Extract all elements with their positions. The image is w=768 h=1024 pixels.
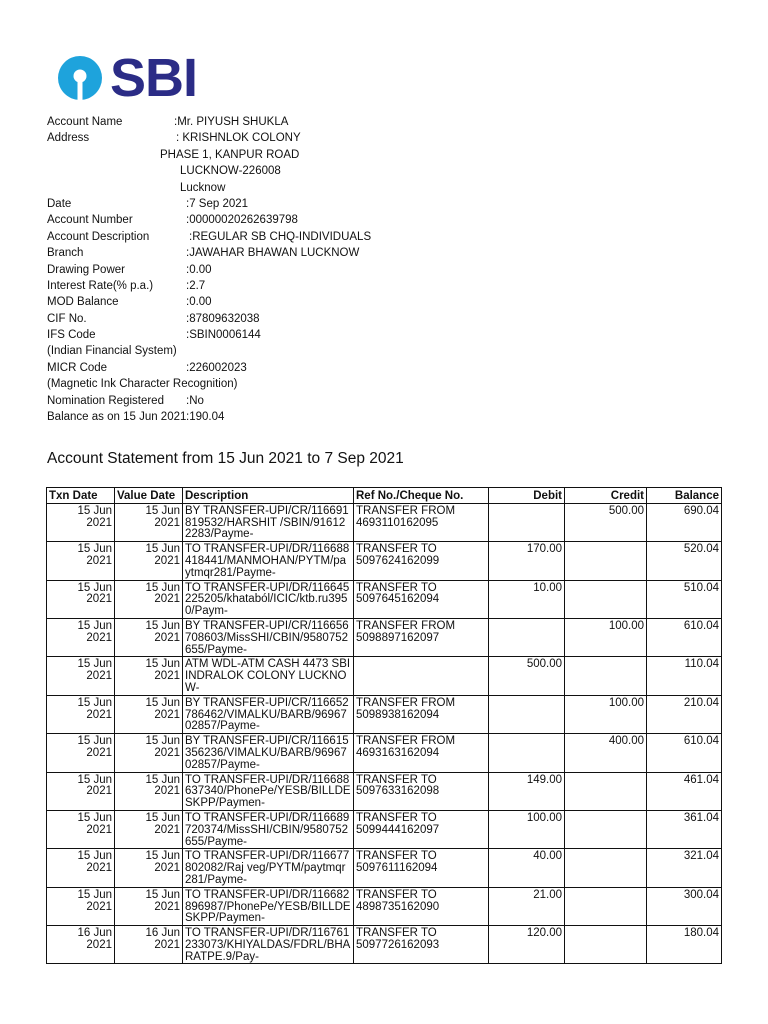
account-info-label: CIF No. xyxy=(47,312,87,325)
cell-value-date: 16 Jun 2021 xyxy=(115,926,183,964)
account-info-value: PHASE 1, KANPUR ROAD xyxy=(160,148,300,161)
cell-balance: 690.04 xyxy=(647,503,722,541)
cell-credit xyxy=(565,657,647,695)
cell-txn-date: 15 Jun 2021 xyxy=(47,772,115,810)
cell-ref-no: TRANSFER TO 5099444162097 xyxy=(354,810,489,848)
cell-ref-no: TRANSFER TO 5097624162099 xyxy=(354,542,489,580)
cell-txn-date: 15 Jun 2021 xyxy=(47,503,115,541)
header-description: Description xyxy=(183,488,354,504)
cell-value-date: 15 Jun 2021 xyxy=(115,887,183,925)
cell-description: TO TRANSFER-UPI/DR/116645225205/khataból/ICIC/ktb.ru3950/Paym- xyxy=(183,580,354,618)
account-info-value: :7 Sep 2021 xyxy=(186,197,249,210)
cell-value-date: 15 Jun 2021 xyxy=(115,849,183,887)
cell-ref-no: TRANSFER TO 5097611162094 xyxy=(354,849,489,887)
table-row xyxy=(47,657,722,695)
cell-credit: 400.00 xyxy=(565,734,647,772)
account-info-label: Address xyxy=(47,132,90,145)
account-info-label: Balance as on 15 Jun 2021 xyxy=(47,411,187,424)
cell-debit: 500.00 xyxy=(489,657,565,695)
account-info-value: :2.7 xyxy=(186,279,206,292)
cell-debit: 10.00 xyxy=(489,580,565,618)
table-row xyxy=(47,926,722,964)
sbi-keyhole-logo-icon xyxy=(56,54,104,102)
account-info-value: :0.00 xyxy=(186,296,212,309)
table-row xyxy=(47,580,722,618)
account-info-value: :00000020262639798 xyxy=(186,214,298,227)
cell-ref-no: TRANSFER TO 5097726162093 xyxy=(354,926,489,964)
account-info-value: LUCKNOW-226008 xyxy=(180,165,281,178)
account-info-value: :SBIN0006144 xyxy=(186,329,261,342)
cell-balance: 180.04 xyxy=(647,926,722,964)
cell-ref-no: TRANSFER TO 5097633162098 xyxy=(354,772,489,810)
account-info-label: Interest Rate(% p.a.) xyxy=(47,279,154,292)
cell-description: TO TRANSFER-UPI/DR/116682896987/PhonePe/YESB/BILLDESKPP/Paymen- xyxy=(183,887,354,925)
cell-txn-date: 15 Jun 2021 xyxy=(47,542,115,580)
cell-ref-no: TRANSFER TO 4898735162090 xyxy=(354,887,489,925)
cell-value-date: 15 Jun 2021 xyxy=(115,810,183,848)
cell-value-date: 15 Jun 2021 xyxy=(115,618,183,656)
account-info-value: :190.04 xyxy=(186,411,225,424)
cell-balance: 610.04 xyxy=(647,734,722,772)
cell-description: TO TRANSFER-UPI/DR/116761233073/KHIYALDAS/FDRL/BHARATPE.9/Pay- xyxy=(183,926,354,964)
cell-description: BY TRANSFER-UPI/CR/116615356236/VIMALKU/BARB/9696702857/Payme- xyxy=(183,734,354,772)
cell-credit xyxy=(565,772,647,810)
header-debit: Debit xyxy=(489,488,565,504)
sbi-logo xyxy=(56,48,198,108)
cell-balance: 210.04 xyxy=(647,695,722,733)
cell-ref-no xyxy=(354,657,489,695)
cell-debit: 21.00 xyxy=(489,887,565,925)
account-info-label: Account Description xyxy=(47,230,150,243)
cell-txn-date: 15 Jun 2021 xyxy=(47,618,115,656)
table-row xyxy=(47,849,722,887)
cell-balance: 520.04 xyxy=(647,542,722,580)
account-info-label: (Indian Financial System) xyxy=(47,345,177,358)
cell-credit xyxy=(565,926,647,964)
account-info-value: :JAWAHAR BHAWAN LUCKNOW xyxy=(186,247,360,260)
account-info-value: :Mr. PIYUSH SHUKLA xyxy=(174,116,289,128)
cell-txn-date: 16 Jun 2021 xyxy=(47,926,115,964)
cell-value-date: 15 Jun 2021 xyxy=(115,542,183,580)
cell-txn-date: 15 Jun 2021 xyxy=(47,849,115,887)
cell-balance: 461.04 xyxy=(647,772,722,810)
cell-credit xyxy=(565,542,647,580)
header-txn-date: Txn Date xyxy=(47,488,115,504)
statement-title: Account Statement from 15 Jun 2021 to 7 Sep 2021 xyxy=(47,450,404,467)
cell-ref-no: TRANSFER FROM 5098938162094 xyxy=(354,695,489,733)
cell-credit: 500.00 xyxy=(565,503,647,541)
cell-description: BY TRANSFER-UPI/CR/116652786462/VIMALKU/BARB/9696702857/Payme- xyxy=(183,695,354,733)
account-info-label: Nomination Registered xyxy=(47,394,164,407)
cell-credit: 100.00 xyxy=(565,695,647,733)
account-info-label: Date xyxy=(47,197,72,210)
table-row xyxy=(47,772,722,810)
cell-debit: 120.00 xyxy=(489,926,565,964)
cell-debit xyxy=(489,503,565,541)
account-info-value: : KRISHNLOK COLONY xyxy=(176,132,301,145)
cell-description: ATM WDL-ATM CASH 4473 SBI INDRALOK COLONY LUCKNOW- xyxy=(183,657,354,695)
cell-value-date: 15 Jun 2021 xyxy=(115,503,183,541)
cell-ref-no: TRANSFER FROM 4693163162094 xyxy=(354,734,489,772)
cell-txn-date: 15 Jun 2021 xyxy=(47,657,115,695)
table-row xyxy=(47,542,722,580)
account-info-label: Account Number xyxy=(47,214,133,227)
cell-description: TO TRANSFER-UPI/DR/116677802082/Raj veg/PYTM/paytmqr281/Payme- xyxy=(183,849,354,887)
cell-value-date: 15 Jun 2021 xyxy=(115,734,183,772)
cell-debit: 149.00 xyxy=(489,772,565,810)
cell-debit xyxy=(489,618,565,656)
account-info-label: MOD Balance xyxy=(47,296,119,309)
cell-credit xyxy=(565,810,647,848)
cell-debit: 170.00 xyxy=(489,542,565,580)
account-info-label: (Magnetic Ink Character Recognition) xyxy=(47,378,238,391)
cell-description: TO TRANSFER-UPI/DR/116688637340/PhonePe/YESB/BILLDESKPP/Paymen- xyxy=(183,772,354,810)
account-info-label: IFS Code xyxy=(47,329,96,342)
cell-value-date: 15 Jun 2021 xyxy=(115,695,183,733)
cell-description: BY TRANSFER-UPI/CR/116691819532/HARSHIT /SBIN/916122283/Payme- xyxy=(183,503,354,541)
account-info-value: :0.00 xyxy=(186,263,212,276)
sbi-logo-text: SBI xyxy=(110,48,198,108)
account-info-value: :87809632038 xyxy=(186,312,260,325)
table-row xyxy=(47,734,722,772)
cell-balance: 300.04 xyxy=(647,887,722,925)
header-ref-no: Ref No./Cheque No. xyxy=(354,488,489,504)
cell-balance: 110.04 xyxy=(647,657,722,695)
cell-ref-no: TRANSFER FROM 4693110162095 xyxy=(354,503,489,541)
cell-txn-date: 15 Jun 2021 xyxy=(47,887,115,925)
cell-description: TO TRANSFER-UPI/DR/116688418441/MANMOHAN/PYTM/paytmqr281/Payme- xyxy=(183,542,354,580)
cell-description: BY TRANSFER-UPI/CR/116656708603/MissSHI/CBIN/9580752655/Payme- xyxy=(183,618,354,656)
account-info-label: Branch xyxy=(47,247,84,260)
cell-value-date: 15 Jun 2021 xyxy=(115,580,183,618)
cell-balance: 321.04 xyxy=(647,849,722,887)
cell-credit xyxy=(565,580,647,618)
cell-txn-date: 15 Jun 2021 xyxy=(47,810,115,848)
account-info-value: :No xyxy=(186,394,204,407)
account-info-label: Account Name xyxy=(47,116,123,128)
cell-txn-date: 15 Jun 2021 xyxy=(47,695,115,733)
cell-balance: 361.04 xyxy=(647,810,722,848)
cell-ref-no: TRANSFER FROM 5098897162097 xyxy=(354,618,489,656)
cell-value-date: 15 Jun 2021 xyxy=(115,657,183,695)
account-info-label: Drawing Power xyxy=(47,263,125,276)
table-row xyxy=(47,618,722,656)
table-row xyxy=(47,503,722,541)
header-credit: Credit xyxy=(565,488,647,504)
cell-value-date: 15 Jun 2021 xyxy=(115,772,183,810)
cell-ref-no: TRANSFER TO 5097645162094 xyxy=(354,580,489,618)
cell-debit xyxy=(489,734,565,772)
table-header-row xyxy=(47,488,722,504)
cell-description: TO TRANSFER-UPI/DR/116689720374/MissSHI/CBIN/9580752655/Payme- xyxy=(183,810,354,848)
table-row xyxy=(47,887,722,925)
cell-credit xyxy=(565,887,647,925)
account-info-value: :226002023 xyxy=(186,361,247,374)
cell-debit: 40.00 xyxy=(489,849,565,887)
cell-credit: 100.00 xyxy=(565,618,647,656)
cell-debit xyxy=(489,695,565,733)
account-info-value: :REGULAR SB CHQ-INDIVIDUALS xyxy=(189,230,372,243)
header-balance: Balance xyxy=(647,488,722,504)
account-info-label: MICR Code xyxy=(47,361,108,374)
cell-txn-date: 15 Jun 2021 xyxy=(47,734,115,772)
account-info-value: Lucknow xyxy=(180,181,226,194)
header-value-date: Value Date xyxy=(115,488,183,504)
transactions-table xyxy=(46,487,722,964)
cell-credit xyxy=(565,849,647,887)
cell-debit: 100.00 xyxy=(489,810,565,848)
table-row xyxy=(47,810,722,848)
cell-balance: 610.04 xyxy=(647,618,722,656)
table-row xyxy=(47,695,722,733)
cell-txn-date: 15 Jun 2021 xyxy=(47,580,115,618)
cell-balance: 510.04 xyxy=(647,580,722,618)
